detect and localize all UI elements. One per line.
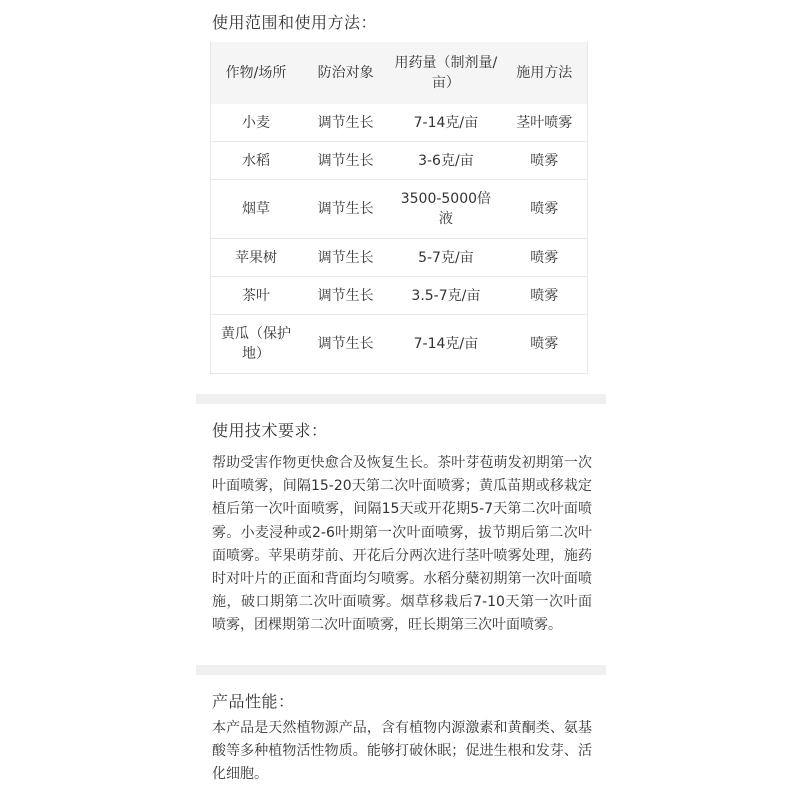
header-target: 防治对象 [301, 42, 390, 104]
header-method: 施用方法 [502, 42, 588, 104]
table-row [211, 142, 588, 180]
cell-crop: 茶叶 [211, 277, 302, 315]
table-row [211, 239, 588, 277]
cell-dosage: 7-14克/亩 [390, 315, 501, 374]
table-row [211, 315, 588, 374]
cell-crop: 小麦 [211, 104, 302, 142]
performance-section-heading: 产品性能： [212, 692, 295, 711]
cell-dosage: 3500-5000倍液 [390, 180, 501, 239]
usage-table [210, 42, 588, 374]
cell-crop: 烟草 [211, 180, 302, 239]
cell-method: 喷雾 [502, 277, 588, 315]
cell-method: 喷雾 [502, 315, 588, 374]
cell-method: 喷雾 [502, 239, 588, 277]
cell-dosage: 3-6克/亩 [390, 142, 501, 180]
cell-target: 调节生长 [301, 142, 390, 180]
table-row [211, 104, 588, 142]
cell-method: 喷雾 [502, 142, 588, 180]
header-crop: 作物/场所 [211, 42, 302, 104]
table-row [211, 277, 588, 315]
section-divider [196, 394, 606, 404]
section-divider [196, 665, 606, 675]
cell-dosage: 5-7克/亩 [390, 239, 501, 277]
cell-dosage: 7-14克/亩 [390, 104, 501, 142]
table-header-row [211, 42, 588, 104]
cell-crop: 黄瓜（保护地） [211, 315, 302, 374]
cell-crop: 水稻 [211, 142, 302, 180]
cell-target: 调节生长 [301, 180, 390, 239]
cell-dosage: 3.5-7克/亩 [390, 277, 501, 315]
cell-method: 茎叶喷雾 [502, 104, 588, 142]
performance-body: 本产品是天然植物源产品，含有植物内源激素和黄酮类、氨基酸等多种植物活性物质。能够打破休眠；促进生根和发芽、活化细胞。 [212, 720, 592, 783]
table-row [211, 180, 588, 239]
cell-method: 喷雾 [502, 180, 588, 239]
cell-crop: 苹果树 [211, 239, 302, 277]
cell-target: 调节生长 [301, 277, 390, 315]
technique-body: 帮助受害作物更快愈合及恢复生长。茶叶芽苞萌发初期第一次叶面喷雾，间隔15-20天第二次叶面喷雾；黄瓜苗期或移栽定植后第一次叶面喷雾，间隔15天或开花期5-7天第二次叶面喷雾。小麦浸种或2-6叶期第一次叶面喷雾，拔节期后第二次叶面喷雾。苹果萌芽前、开花后分两次进行茎叶喷雾处理，施药时对叶片的正面和背面均匀喷雾。水稻分蘖初期第一次叶面喷施，破口期第二次叶面喷雾。烟草移栽后7-10天第一次叶面喷雾，团棵期第二次叶面喷雾，旺长期第三次叶面喷雾。 [212, 455, 592, 634]
cell-target: 调节生长 [301, 239, 390, 277]
usage-section-heading: 使用范围和使用方法： [212, 13, 378, 32]
cell-target: 调节生长 [301, 315, 390, 374]
technique-section-heading: 使用技术要求： [212, 421, 328, 440]
cell-target: 调节生长 [301, 104, 390, 142]
header-dosage: 用药量（制剂量/亩） [390, 42, 501, 104]
